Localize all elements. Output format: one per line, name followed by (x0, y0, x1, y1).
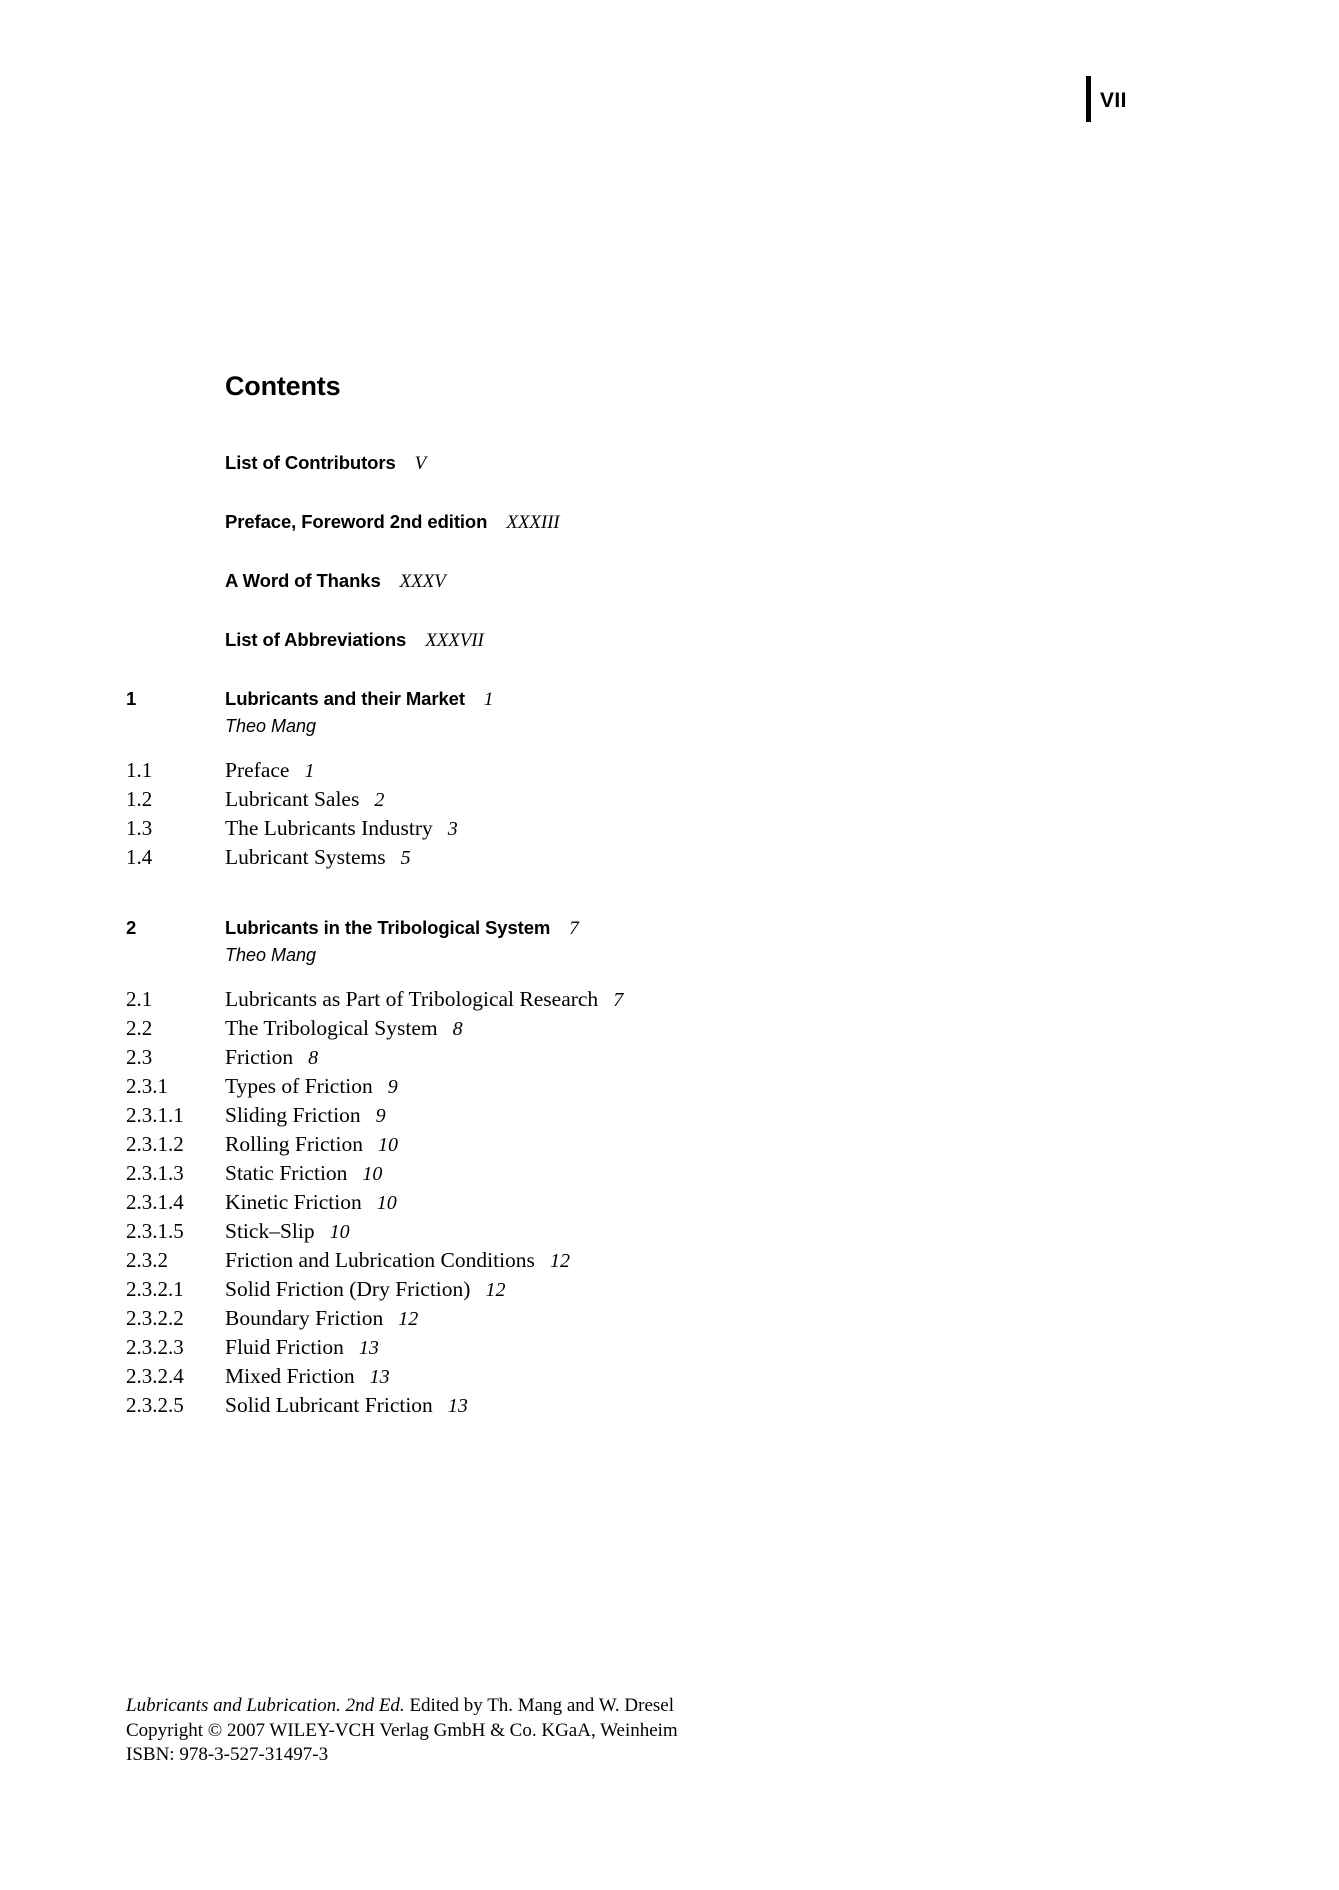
toc-chapter-number: 2 (126, 917, 137, 938)
toc-section-number: 2.3.1.5 (126, 1219, 184, 1243)
toc-section-number: 2.3.1.2 (126, 1132, 184, 1156)
imprint-editors: Edited by Th. Mang and W. Dresel (404, 1695, 674, 1716)
toc-chapter-number: 1 (126, 688, 137, 709)
toc-entry-page: 10 (362, 1163, 383, 1185)
toc-section-number: 2.3.1.3 (126, 1161, 184, 1185)
toc-section-number: 2.3 (126, 1045, 153, 1069)
toc-section-entry[interactable] (0, 1362, 1339, 1391)
toc-entry-page: 13 (369, 1366, 390, 1388)
toc-entry-body (225, 1304, 1339, 1333)
toc-entry-page: 7 (613, 989, 624, 1011)
imprint-book-title: Lubricants and Lubrication. 2nd Ed. (126, 1695, 405, 1716)
table-of-contents (0, 452, 1339, 1420)
toc-section-entry[interactable] (0, 1304, 1339, 1333)
toc-section-entry[interactable] (0, 814, 1339, 843)
toc-entry-page: V (414, 453, 427, 474)
toc-section-number: 1.4 (126, 845, 153, 869)
toc-section-number: 1.2 (126, 787, 153, 811)
toc-section-number: 2.3.2.3 (126, 1335, 184, 1359)
toc-section-number: 2.2 (126, 1016, 153, 1040)
toc-entry-page: 2 (374, 789, 385, 811)
toc-entry-body (225, 688, 1339, 711)
toc-section-entry[interactable] (0, 1333, 1339, 1362)
toc-section-entry[interactable] (0, 1188, 1339, 1217)
toc-section-entry[interactable] (0, 985, 1339, 1014)
toc-entry-page: 8 (308, 1047, 319, 1069)
toc-entry-page: 9 (387, 1076, 398, 1098)
toc-entry-body (225, 1014, 1339, 1043)
toc-section-entry[interactable] (0, 1159, 1339, 1188)
toc-section-entry[interactable] (0, 843, 1339, 872)
toc-entry-body (225, 452, 1339, 475)
toc-section-number: 2.3.2.5 (126, 1393, 184, 1417)
toc-section-title: Fluid Friction (225, 1335, 344, 1359)
toc-entry-body (225, 1130, 1339, 1159)
page-number: VII (1100, 88, 1127, 112)
toc-entry-body (225, 511, 1339, 534)
toc-entry-body (225, 1246, 1339, 1275)
toc-entry-body (225, 1159, 1339, 1188)
toc-entry-body (225, 1275, 1339, 1304)
toc-entry-page: 12 (485, 1279, 506, 1301)
toc-section-title: Mixed Friction (225, 1364, 355, 1388)
toc-entry-body (225, 1043, 1339, 1072)
toc-section-entry[interactable] (0, 1101, 1339, 1130)
toc-section-number: 2.3.2.1 (126, 1277, 184, 1301)
imprint-line-title (126, 1694, 678, 1719)
toc-entry-body (225, 1188, 1339, 1217)
toc-entry-title: A Word of Thanks (225, 570, 381, 591)
toc-entry-page: 10 (377, 1134, 398, 1156)
toc-chapter-author (0, 716, 1339, 737)
folio-rule (1086, 76, 1091, 122)
toc-section-number: 1.3 (126, 816, 153, 840)
toc-entry-title: List of Contributors (225, 452, 396, 473)
toc-section-number: 2.3.1.1 (126, 1103, 184, 1127)
toc-section-entry[interactable] (0, 1014, 1339, 1043)
toc-entry-page: 12 (398, 1308, 419, 1330)
toc-section-entry[interactable] (0, 756, 1339, 785)
toc-entry-page: 12 (549, 1250, 570, 1272)
toc-section-title: The Tribological System (225, 1016, 438, 1040)
toc-entry-page: XXXVII (425, 630, 484, 651)
toc-section-title: Friction (225, 1045, 294, 1069)
toc-entry-page: 10 (329, 1221, 350, 1243)
toc-entry-body (225, 814, 1339, 843)
toc-entry-body (225, 917, 1339, 940)
toc-entry-page: 1 (483, 689, 494, 710)
toc-entry-body (225, 1072, 1339, 1101)
toc-entry-body (225, 1362, 1339, 1391)
toc-section-entry[interactable] (0, 1246, 1339, 1275)
toc-entry-page: 8 (452, 1018, 463, 1040)
toc-entry-title: List of Abbreviations (225, 629, 407, 650)
toc-section-title: Static Friction (225, 1161, 348, 1185)
toc-section-entry[interactable] (0, 1391, 1339, 1420)
toc-entry-page: 1 (304, 760, 315, 782)
toc-section-entry[interactable] (0, 1130, 1339, 1159)
toc-entry-title: Preface, Foreword 2nd edition (225, 511, 488, 532)
toc-section-title: Kinetic Friction (225, 1190, 362, 1214)
toc-section-number: 2.3.2.4 (126, 1364, 184, 1388)
running-head (1086, 76, 1127, 122)
toc-section-title: Boundary Friction (225, 1306, 384, 1330)
toc-entry-body (225, 1391, 1339, 1420)
toc-chapter-author (0, 945, 1339, 966)
toc-section-number: 2.3.2.2 (126, 1306, 184, 1330)
toc-section-number: 2.1 (126, 987, 153, 1011)
toc-entry-body (225, 1333, 1339, 1362)
spacer (0, 737, 1339, 756)
toc-entry-body (225, 1101, 1339, 1130)
toc-section-title: Preface (225, 758, 290, 782)
toc-chapter-entry[interactable] (0, 688, 1339, 711)
toc-chapter-title: Lubricants in the Tribological System (225, 917, 551, 938)
toc-section-entry[interactable] (0, 785, 1339, 814)
toc-section-title: Lubricants as Part of Tribological Research (225, 987, 599, 1011)
toc-front-matter-entry[interactable] (0, 629, 1339, 652)
imprint-isbn: ISBN: 978-3-527-31497-3 (126, 1744, 329, 1765)
toc-section-title: The Lubricants Industry (225, 816, 433, 840)
toc-section-title: Lubricant Sales (225, 787, 360, 811)
toc-front-matter-entry[interactable] (0, 452, 1339, 475)
spacer (0, 872, 1339, 898)
toc-section-number: 2.3.2 (126, 1248, 168, 1272)
toc-section-title: Solid Friction (Dry Friction) (225, 1277, 471, 1301)
imprint-copyright: Copyright © 2007 WILEY-VCH Verlag GmbH & Co. KGaA, Weinheim (126, 1719, 678, 1741)
toc-front-matter-entry[interactable] (0, 511, 1339, 534)
toc-section-number: 2.3.1.4 (126, 1190, 184, 1214)
author-name: Theo Mang (225, 716, 317, 736)
toc-entry-page: 13 (358, 1337, 379, 1359)
toc-section-title: Solid Lubricant Friction (225, 1393, 433, 1417)
toc-entry-page: XXXV (399, 571, 446, 592)
toc-section-title: Stick–Slip (225, 1219, 315, 1243)
author-name: Theo Mang (225, 945, 317, 965)
toc-section-title: Rolling Friction (225, 1132, 363, 1156)
imprint-block (126, 1694, 678, 1768)
toc-section-entry[interactable] (0, 1043, 1339, 1072)
toc-entry-body (225, 1217, 1339, 1246)
toc-entry-page: XXXIII (506, 512, 560, 533)
spacer (0, 966, 1339, 985)
toc-chapter-entry[interactable] (0, 917, 1339, 940)
toc-entry-body (225, 785, 1339, 814)
toc-section-entry[interactable] (0, 1072, 1339, 1101)
toc-entry-page: 10 (376, 1192, 397, 1214)
toc-section-title: Friction and Lubrication Conditions (225, 1248, 535, 1272)
toc-section-entry[interactable] (0, 1217, 1339, 1246)
toc-entry-page: 5 (400, 847, 411, 869)
toc-section-entry[interactable] (0, 1275, 1339, 1304)
toc-section-number: 1.1 (126, 758, 153, 782)
toc-entry-body (225, 629, 1339, 652)
toc-entry-page: 3 (447, 818, 458, 840)
toc-section-number: 2.3.1 (126, 1074, 168, 1098)
toc-chapter-title: Lubricants and their Market (225, 688, 465, 709)
toc-entry-page: 13 (447, 1395, 468, 1417)
toc-entry-body (225, 570, 1339, 593)
toc-entry-body (225, 843, 1339, 872)
toc-entry-body (225, 985, 1339, 1014)
toc-front-matter-entry[interactable] (0, 570, 1339, 593)
toc-entry-page: 7 (569, 918, 579, 939)
toc-section-title: Types of Friction (225, 1074, 373, 1098)
toc-section-title: Lubricant Systems (225, 845, 386, 869)
toc-entry-body (225, 756, 1339, 785)
toc-section-title: Sliding Friction (225, 1103, 361, 1127)
page-title: Contents (225, 371, 341, 401)
toc-entry-page: 9 (375, 1105, 386, 1127)
